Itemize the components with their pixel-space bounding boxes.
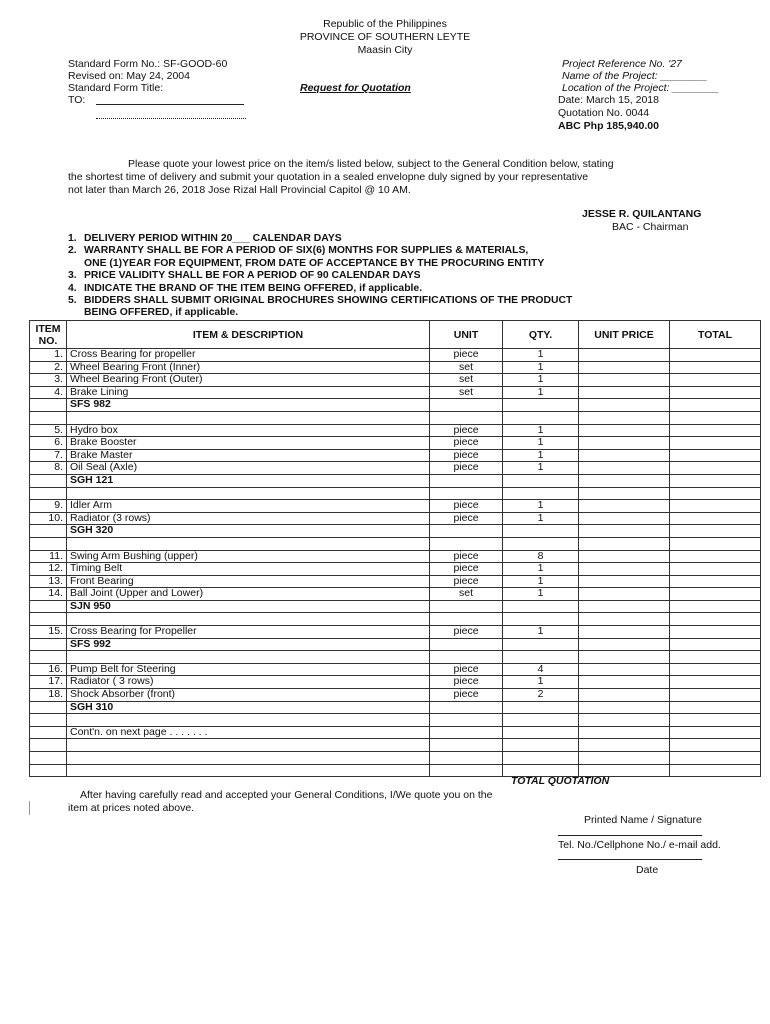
unit-price-cell	[579, 676, 670, 689]
item-no-cell: 16.	[30, 663, 67, 676]
unit-price-cell	[579, 349, 670, 362]
table-row	[30, 626, 761, 639]
total-cell	[670, 525, 761, 538]
unit-cell	[430, 525, 503, 538]
total-cell	[670, 386, 761, 399]
item-no-cell: 7.	[30, 449, 67, 462]
total-cell	[670, 764, 761, 777]
item-no-cell: 15.	[30, 626, 67, 639]
header-unit-price: UNIT PRICE	[579, 321, 670, 349]
item-no-cell	[30, 525, 67, 538]
unit-price-cell	[579, 651, 670, 664]
total-cell	[670, 575, 761, 588]
description-cell: Cross Bearing for propeller	[67, 349, 430, 362]
quotation-date: Date: March 15, 2018	[558, 94, 659, 106]
qty-cell	[503, 752, 579, 765]
qty-cell	[503, 613, 579, 626]
item-no-cell: 4.	[30, 386, 67, 399]
item-no-cell: 11.	[30, 550, 67, 563]
unit-price-cell	[579, 726, 670, 739]
unit-price-cell	[579, 424, 670, 437]
total-cell	[670, 638, 761, 651]
unit-price-cell	[579, 462, 670, 475]
unit-cell: piece	[430, 349, 503, 362]
table-row	[30, 638, 761, 651]
header-unit: UNIT	[430, 321, 503, 349]
unit-cell: piece	[430, 626, 503, 639]
item-no-cell: 3.	[30, 374, 67, 387]
total-cell	[670, 563, 761, 576]
total-cell	[670, 449, 761, 462]
total-cell	[670, 752, 761, 765]
unit-cell: piece	[430, 663, 503, 676]
total-cell	[670, 349, 761, 362]
unit-price-cell	[579, 512, 670, 525]
total-cell	[670, 424, 761, 437]
description-cell: Cross Bearing for Propeller	[67, 626, 430, 639]
table-row	[30, 525, 761, 538]
description-cell: Brake Booster	[67, 437, 430, 450]
project-location: Location of the Project: ________	[562, 82, 720, 94]
table-row	[30, 386, 761, 399]
unit-price-cell	[579, 386, 670, 399]
item-no-cell	[30, 701, 67, 714]
qty-cell: 1	[503, 563, 579, 576]
description-cell	[67, 714, 430, 727]
signatory-name: JESSE R. QUILANTANG	[582, 208, 702, 220]
qty-cell: 1	[503, 575, 579, 588]
unit-cell: set	[430, 386, 503, 399]
item-no-cell	[30, 600, 67, 613]
contact-label: Tel. No./Cellphone No./ e-mail add.	[558, 839, 721, 851]
qty-cell: 1	[503, 676, 579, 689]
total-cell	[670, 739, 761, 752]
unit-price-cell	[579, 752, 670, 765]
qty-cell: 1	[503, 386, 579, 399]
unit-cell	[430, 487, 503, 500]
item-no-cell: 12.	[30, 563, 67, 576]
unit-price-cell	[579, 588, 670, 601]
abc-amount: ABC Php 185,940.00	[558, 120, 659, 132]
unit-cell	[430, 399, 503, 412]
total-cell	[670, 651, 761, 664]
unit-price-cell	[579, 361, 670, 374]
unit-price-cell	[579, 449, 670, 462]
table-row	[30, 752, 761, 765]
description-cell: Brake Lining	[67, 386, 430, 399]
table-row	[30, 726, 761, 739]
total-cell	[670, 588, 761, 601]
unit-cell: piece	[430, 550, 503, 563]
unit-cell	[430, 726, 503, 739]
project-reference: Project Reference No. '27	[562, 58, 682, 70]
table-row	[30, 487, 761, 500]
item-no-cell	[30, 537, 67, 550]
unit-cell	[430, 411, 503, 424]
qty-cell: 1	[503, 437, 579, 450]
table-row	[30, 411, 761, 424]
table-row	[30, 550, 761, 563]
unit-cell	[430, 752, 503, 765]
qty-cell: 1	[503, 626, 579, 639]
unit-price-cell	[579, 701, 670, 714]
total-cell	[670, 512, 761, 525]
unit-price-cell	[579, 613, 670, 626]
items-table	[29, 320, 761, 777]
total-cell	[670, 714, 761, 727]
description-cell: SJN 950	[67, 600, 430, 613]
description-cell	[67, 613, 430, 626]
item-no-cell: 8.	[30, 462, 67, 475]
unit-price-cell	[579, 374, 670, 387]
qty-cell	[503, 714, 579, 727]
table-row	[30, 424, 761, 437]
condition-item: 5. BIDDERS SHALL SUBMIT ORIGINAL BROCHURES SHOWING CERTIFICATIONS OF THE PRODUCT	[68, 295, 573, 307]
standard-form-no: Standard Form No.: SF-GOOD-60	[68, 58, 228, 70]
total-cell	[670, 613, 761, 626]
table-row	[30, 449, 761, 462]
qty-cell	[503, 537, 579, 550]
description-cell: Ball Joint (Upper and Lower)	[67, 588, 430, 601]
unit-price-cell	[579, 600, 670, 613]
form-title: Request for Quotation	[300, 82, 411, 94]
item-no-cell: 18.	[30, 689, 67, 702]
unit-cell	[430, 638, 503, 651]
description-cell: Swing Arm Bushing (upper)	[67, 550, 430, 563]
total-cell	[670, 676, 761, 689]
unit-price-cell	[579, 689, 670, 702]
unit-cell	[430, 537, 503, 550]
table-row	[30, 349, 761, 362]
printed-name-signature-label: Printed Name / Signature	[584, 814, 702, 826]
table-row	[30, 374, 761, 387]
description-cell	[67, 651, 430, 664]
qty-cell	[503, 638, 579, 651]
table-row	[30, 512, 761, 525]
unit-cell	[430, 714, 503, 727]
description-cell: Shock Absorber (front)	[67, 689, 430, 702]
qty-cell: 1	[503, 349, 579, 362]
qty-cell: 4	[503, 663, 579, 676]
unit-price-cell	[579, 437, 670, 450]
intro-line-3: not later than March 26, 2018 Jose Rizal Hall Provincial Capitol @ 10 AM.	[68, 184, 411, 196]
total-quotation-label: TOTAL QUOTATION	[511, 775, 610, 787]
unit-price-cell	[579, 563, 670, 576]
header-qty: QTY.	[503, 321, 579, 349]
condition-item: 2. WARRANTY SHALL BE FOR A PERIOD OF SIX(6) MONTHS FOR SUPPLIES & MATERIALS,	[68, 245, 529, 257]
intro-line-1: Please quote your lowest price on the item/s listed below, subject to the General Condition below, stating	[128, 158, 614, 170]
description-cell: Pump Belt for Steering	[67, 663, 430, 676]
total-cell	[670, 726, 761, 739]
closing-line-1: After having carefully read and accepted your General Conditions, I/We quote you on the	[80, 789, 493, 801]
description-cell: Front Bearing	[67, 575, 430, 588]
total-cell	[670, 537, 761, 550]
qty-cell: 1	[503, 500, 579, 513]
total-cell	[670, 500, 761, 513]
table-row	[30, 474, 761, 487]
unit-cell	[430, 764, 503, 777]
total-cell	[670, 361, 761, 374]
item-no-cell: 2.	[30, 361, 67, 374]
qty-cell	[503, 739, 579, 752]
header-description: ITEM & DESCRIPTION	[67, 321, 430, 349]
table-body	[30, 349, 761, 777]
unit-cell: piece	[430, 462, 503, 475]
table-row	[30, 689, 761, 702]
item-no-cell: 10.	[30, 512, 67, 525]
table-row	[30, 399, 761, 412]
project-name: Name of the Project: ________	[562, 70, 708, 82]
description-cell	[67, 487, 430, 500]
item-no-cell	[30, 474, 67, 487]
item-no-cell	[30, 638, 67, 651]
description-cell	[67, 537, 430, 550]
description-cell	[67, 764, 430, 777]
table-row	[30, 764, 761, 777]
qty-cell	[503, 600, 579, 613]
unit-cell: piece	[430, 500, 503, 513]
table-row	[30, 714, 761, 727]
table-row	[30, 676, 761, 689]
unit-cell	[430, 739, 503, 752]
unit-cell	[430, 613, 503, 626]
total-cell	[670, 663, 761, 676]
unit-price-cell	[579, 399, 670, 412]
qty-cell: 1	[503, 424, 579, 437]
item-no-cell: 17.	[30, 676, 67, 689]
qty-cell: 2	[503, 689, 579, 702]
total-cell	[670, 689, 761, 702]
qty-cell	[503, 525, 579, 538]
table-row	[30, 575, 761, 588]
signatory-title: BAC - Chairman	[612, 221, 689, 233]
condition-item: 1. DELIVERY PERIOD WITHIN 20___ CALENDAR DAYS	[68, 233, 342, 244]
item-no-cell	[30, 714, 67, 727]
table-row	[30, 600, 761, 613]
to-line-2	[96, 118, 246, 119]
description-cell	[67, 752, 430, 765]
unit-cell	[430, 474, 503, 487]
total-cell	[670, 411, 761, 424]
total-cell	[670, 474, 761, 487]
unit-cell: piece	[430, 575, 503, 588]
item-no-cell: 9.	[30, 500, 67, 513]
total-cell	[670, 399, 761, 412]
contact-line	[558, 835, 702, 836]
table-row	[30, 361, 761, 374]
description-cell: Brake Master	[67, 449, 430, 462]
unit-cell: piece	[430, 449, 503, 462]
unit-price-cell	[579, 638, 670, 651]
unit-cell: piece	[430, 437, 503, 450]
item-no-cell	[30, 399, 67, 412]
intro-paragraph	[68, 158, 668, 197]
header-city: Maasin City	[357, 44, 413, 56]
qty-cell: 8	[503, 550, 579, 563]
item-no-cell	[30, 764, 67, 777]
unit-cell	[430, 651, 503, 664]
description-cell: SGH 320	[67, 525, 430, 538]
qty-cell	[503, 651, 579, 664]
condition-item: BEING OFFERED, if applicable.	[84, 307, 239, 319]
unit-cell: piece	[430, 512, 503, 525]
qty-cell: 1	[503, 512, 579, 525]
qty-cell: 1	[503, 588, 579, 601]
total-cell	[670, 462, 761, 475]
item-no-cell	[30, 726, 67, 739]
item-no-cell	[30, 411, 67, 424]
total-cell	[670, 701, 761, 714]
revised-date: Revised on: May 24, 2004	[68, 70, 190, 82]
margin-mark	[29, 801, 30, 815]
unit-cell: piece	[430, 689, 503, 702]
unit-price-cell	[579, 411, 670, 424]
header-total: TOTAL	[670, 321, 761, 349]
item-no-cell: 1.	[30, 349, 67, 362]
table-row	[30, 462, 761, 475]
unit-price-cell	[579, 537, 670, 550]
header-republic: Republic of the Philippines	[323, 18, 447, 30]
description-cell: Oil Seal (Axle)	[67, 462, 430, 475]
condition-item: ONE (1)YEAR FOR EQUIPMENT, FROM DATE OF ACCEPTANCE BY THE PROCURING ENTITY	[84, 257, 545, 269]
description-cell	[67, 411, 430, 424]
to-label: TO:	[68, 94, 86, 106]
qty-cell	[503, 726, 579, 739]
qty-cell	[503, 474, 579, 487]
item-no-cell	[30, 613, 67, 626]
qty-cell	[503, 487, 579, 500]
description-cell: SGH 121	[67, 474, 430, 487]
item-no-cell	[30, 739, 67, 752]
unit-price-cell	[579, 626, 670, 639]
table-row	[30, 613, 761, 626]
unit-price-cell	[579, 575, 670, 588]
qty-cell: 1	[503, 374, 579, 387]
unit-cell: piece	[430, 424, 503, 437]
total-cell	[670, 487, 761, 500]
description-cell: Wheel Bearing Front (Inner)	[67, 361, 430, 374]
qty-cell: 1	[503, 462, 579, 475]
qty-cell	[503, 399, 579, 412]
table-row	[30, 437, 761, 450]
unit-price-cell	[579, 739, 670, 752]
table-row	[30, 563, 761, 576]
intro-line-2: the shortest time of delivery and submit your quotation in a sealed envelopne duly signed by your representative	[68, 171, 589, 183]
total-cell	[670, 626, 761, 639]
description-cell: SFS 982	[67, 399, 430, 412]
standard-form-title-label: Standard Form Title:	[68, 82, 164, 94]
description-cell: Hydro box	[67, 424, 430, 437]
description-cell	[67, 739, 430, 752]
unit-price-cell	[579, 525, 670, 538]
item-no-cell: 14.	[30, 588, 67, 601]
header-province: PROVINCE OF SOUTHERN LEYTE	[299, 31, 471, 43]
general-conditions	[68, 233, 572, 320]
header-item-no: ITEM NO.	[30, 321, 67, 349]
unit-price-cell	[579, 474, 670, 487]
unit-cell	[430, 600, 503, 613]
closing-line-2: item at prices noted above.	[68, 802, 195, 814]
total-cell	[670, 550, 761, 563]
to-line-1	[96, 104, 244, 105]
description-cell: Wheel Bearing Front (Outer)	[67, 374, 430, 387]
quotation-number: Quotation No. 0044	[558, 107, 650, 119]
qty-cell: 1	[503, 449, 579, 462]
unit-cell: set	[430, 361, 503, 374]
item-no-cell: 6.	[30, 437, 67, 450]
unit-price-cell	[579, 714, 670, 727]
item-no-cell: 5.	[30, 424, 67, 437]
date-line	[558, 859, 702, 860]
unit-price-cell	[579, 550, 670, 563]
description-cell: Radiator ( 3 rows)	[67, 676, 430, 689]
description-cell: SFS 992	[67, 638, 430, 651]
table-row	[30, 588, 761, 601]
item-no-cell: 13.	[30, 575, 67, 588]
total-cell	[670, 374, 761, 387]
table-header-row	[30, 321, 761, 349]
item-no-cell	[30, 487, 67, 500]
unit-cell: piece	[430, 676, 503, 689]
description-cell: SGH 310	[67, 701, 430, 714]
unit-cell: set	[430, 588, 503, 601]
table-row	[30, 739, 761, 752]
description-cell: Cont'n. on next page . . . . . . .	[67, 726, 430, 739]
condition-item: 4. INDICATE THE BRAND OF THE ITEM BEING OFFERED, if applicable.	[68, 282, 423, 294]
table-row	[30, 663, 761, 676]
qty-cell	[503, 701, 579, 714]
unit-cell: set	[430, 374, 503, 387]
item-no-cell	[30, 752, 67, 765]
unit-cell: piece	[430, 563, 503, 576]
unit-price-cell	[579, 663, 670, 676]
unit-price-cell	[579, 500, 670, 513]
table-row	[30, 500, 761, 513]
qty-cell	[503, 411, 579, 424]
unit-price-cell	[579, 487, 670, 500]
date-label: Date	[636, 864, 659, 876]
unit-cell	[430, 701, 503, 714]
table-row	[30, 651, 761, 664]
total-cell	[670, 600, 761, 613]
total-cell	[670, 437, 761, 450]
description-cell: Radiator (3 rows)	[67, 512, 430, 525]
qty-cell: 1	[503, 361, 579, 374]
description-cell: Idler Arm	[67, 500, 430, 513]
table-row	[30, 701, 761, 714]
description-cell: Timing Belt	[67, 563, 430, 576]
item-no-cell	[30, 651, 67, 664]
table-row	[30, 537, 761, 550]
condition-item: 3. PRICE VALIDITY SHALL BE FOR A PERIOD OF 90 CALENDAR DAYS	[68, 270, 421, 282]
document-header	[0, 18, 770, 57]
